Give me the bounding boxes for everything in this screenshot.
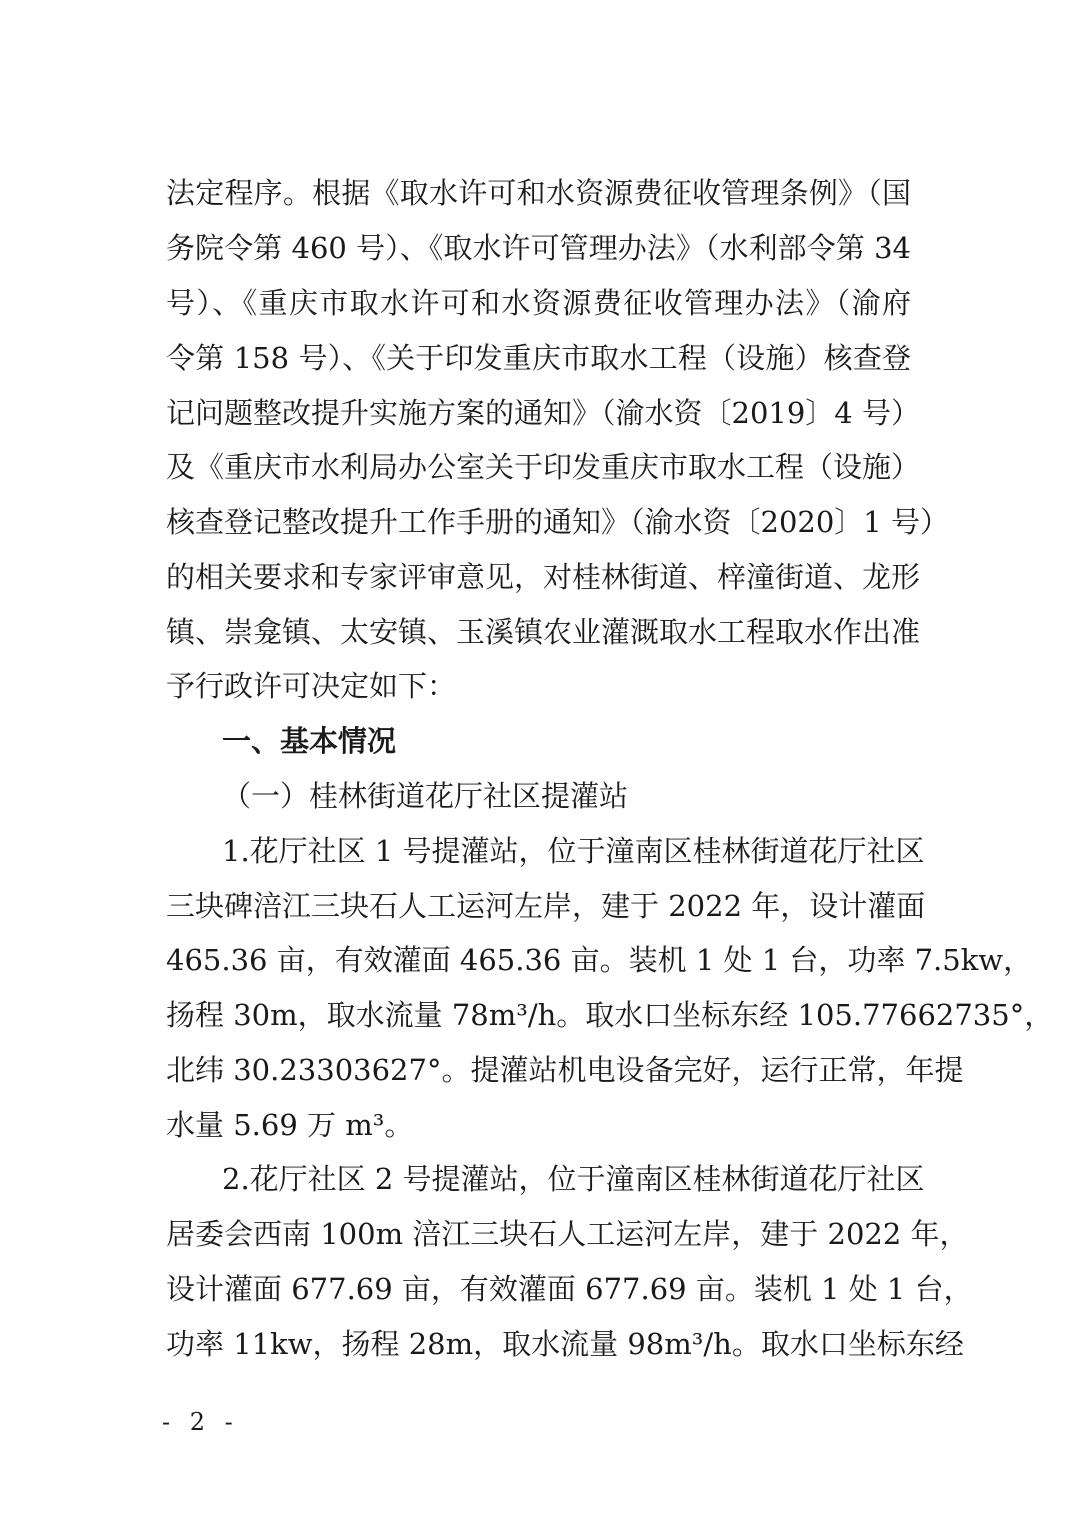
page-number: - 2 - (162, 1408, 239, 1436)
item-line: 居委会西南 100m 涪江三块石人工运河左岸，建于 2022 年， (166, 1217, 969, 1251)
body-line: 记问题整改提升实施方案的通知》（渝水资〔2019〕4 号） (166, 396, 920, 430)
body-line: 令第 158 号）、《关于印发重庆市取水工程（设施）核查登 (166, 341, 911, 375)
item-line: 三块碑涪江三块石人工运河左岸，建于 2022 年，设计灌面 (166, 889, 926, 923)
body-line: 予行政许可决定如下： (166, 669, 457, 703)
body-line: 镇、崇龛镇、太安镇、玉溪镇农业灌溉取水工程取水作出准 (166, 615, 921, 649)
body-line: 法定程序。根据《取水许可和水资源费征收管理条例》（国 (166, 176, 911, 210)
body-line: 号）、《重庆市取水许可和水资源费征收管理办法》（渝府 (166, 286, 911, 320)
item-line: 设计灌面 677.69 亩，有效灌面 677.69 亩。装机 1 处 1 台， (166, 1272, 973, 1306)
item-line: 功率 11kw，扬程 28m，取水流量 98m³/h。取水口坐标东经 (166, 1327, 964, 1361)
subsection-heading: （一）桂林街道花厅社区提灌站 (222, 779, 629, 813)
body-line: 务院令第 460 号）、《取水许可管理办法》（水利部令第 34 (166, 231, 911, 265)
body-line: 的相关要求和专家评审意见，对桂林街道、梓潼街道、龙形 (166, 560, 921, 594)
body-line: 及《重庆市水利局办公室关于印发重庆市取水工程（设施） (166, 450, 921, 484)
item-line: 北纬 30.23303627°。提灌站机电设备完好，运行正常，年提 (166, 1053, 964, 1087)
body-line: 核查登记整改提升工作手册的通知》（渝水资〔2020〕1 号） (166, 505, 949, 539)
section-heading: 一、基本情况 (222, 724, 397, 758)
item-line: 扬程 30m，取水流量 78m³/h。取水口坐标东经 105.77662735°， (166, 998, 1054, 1032)
item-line: 1.花厅社区 1 号提灌站，位于潼南区桂林街道花厅社区 (222, 834, 925, 868)
item-line: 2.花厅社区 2 号提灌站，位于潼南区桂林街道花厅社区 (222, 1162, 925, 1196)
item-line: 水量 5.69 万 m³。 (166, 1108, 414, 1142)
item-line: 465.36 亩，有效灌面 465.36 亩。装机 1 处 1 台，功率 7.5kw， (166, 943, 1033, 977)
